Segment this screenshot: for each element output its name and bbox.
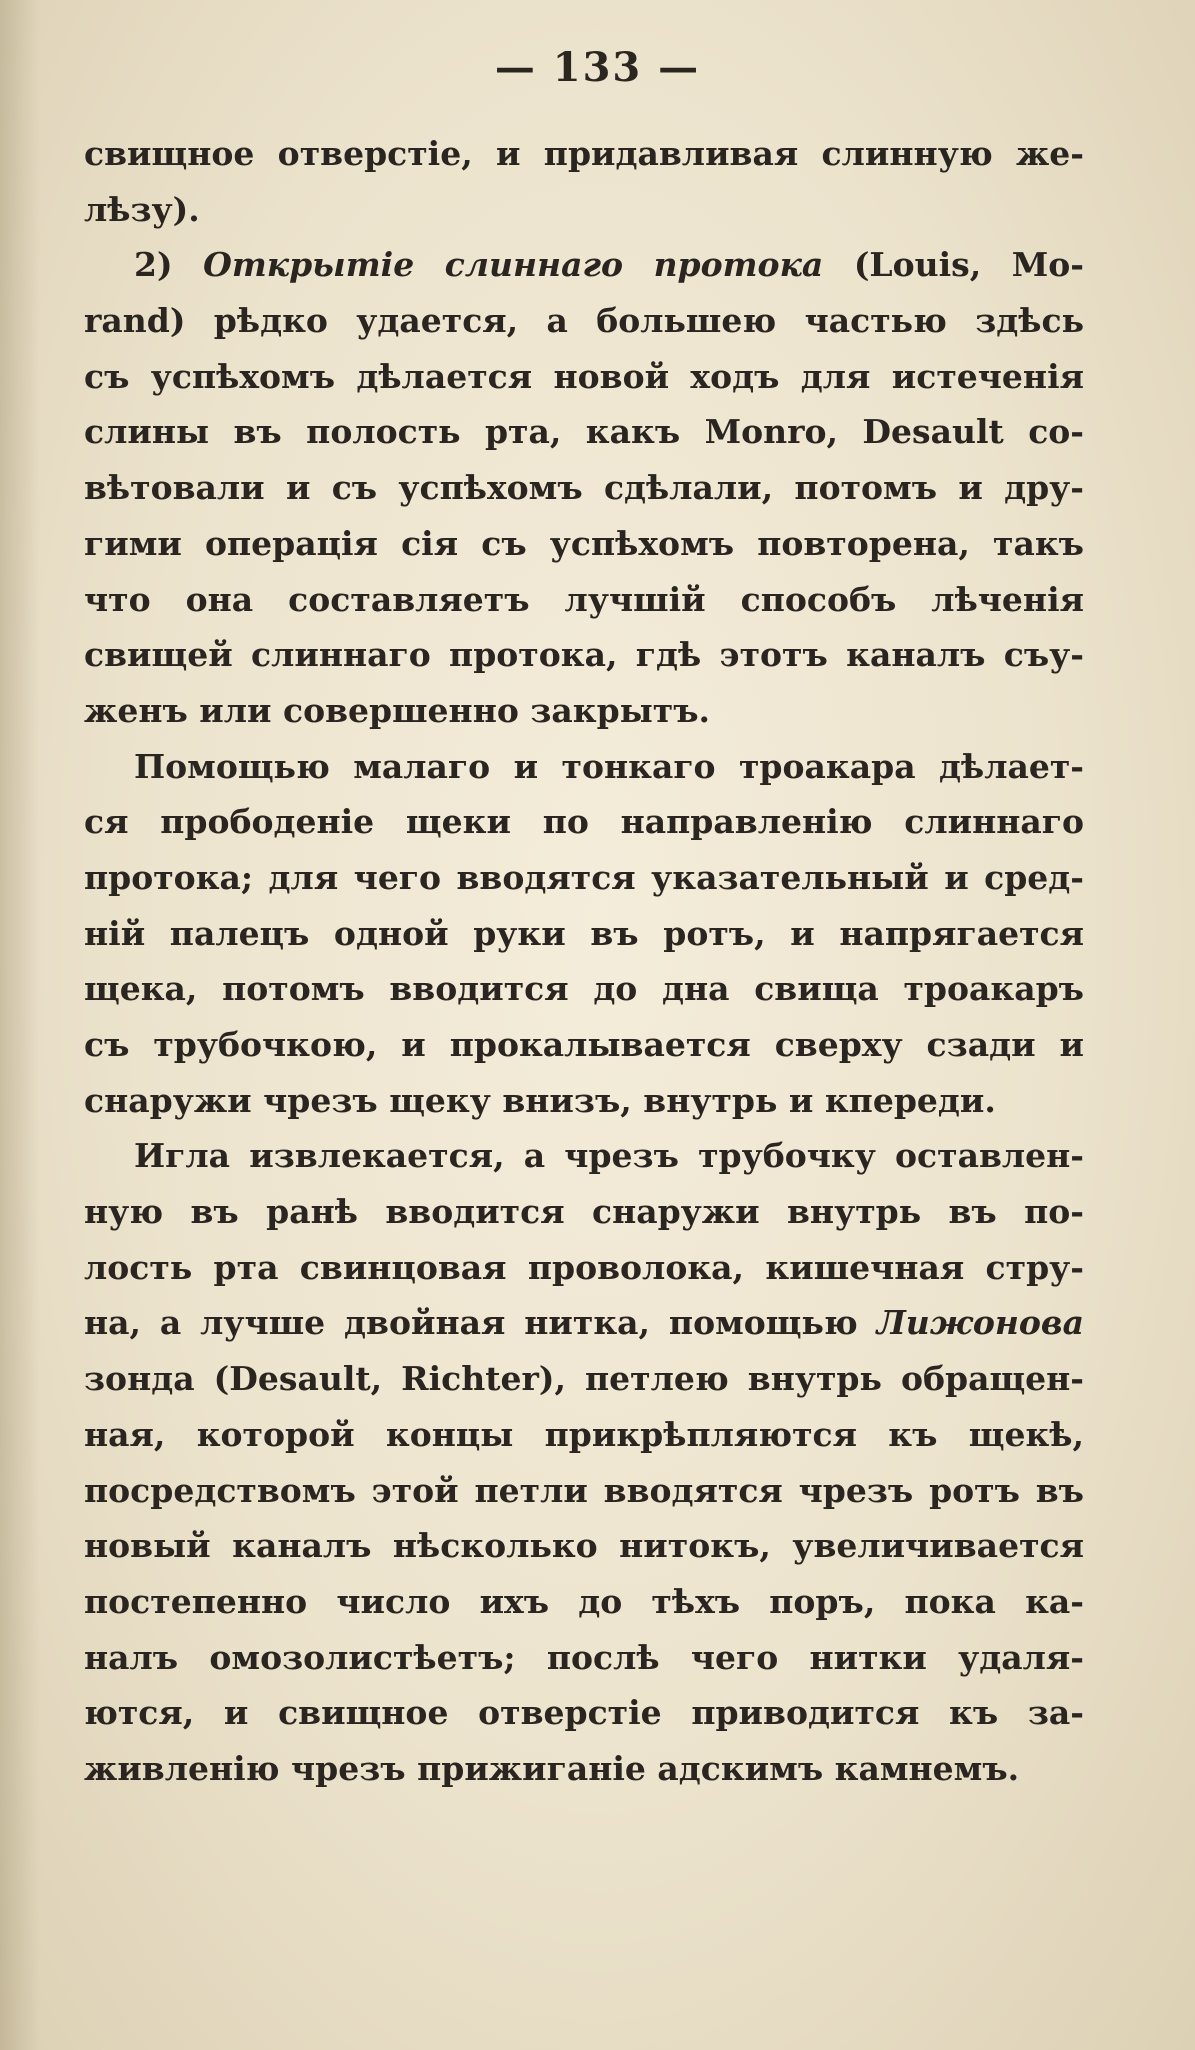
- text-line: зонда (Desault, Richter), петлею внутрь обращен-: [84, 1359, 1084, 1399]
- text-line: [84, 1295, 1084, 1351]
- text-line: постепенно число ихъ до тѣхъ поръ, пока ка-: [84, 1581, 1084, 1621]
- text-line: новый каналъ нѣсколько нитокъ, увеличивается: [84, 1526, 1084, 1566]
- text-segment: на, а лучше двойная нитка, помощью: [84, 1303, 877, 1343]
- text-line: снаружи чрезъ щеку внизъ, внутрь и кпереди.: [84, 1080, 996, 1120]
- text-line: Помощью малаго и тонкаго троакара дѣлает-: [134, 746, 1084, 786]
- text-line: свищное отверстіе, и придавливая слинную же-: [84, 134, 1084, 173]
- text-line: ную въ ранѣ вводится снаружи внутрь въ по-: [84, 1192, 1084, 1232]
- text-line: щека, потомъ вводится до дна свища троакаръ: [84, 969, 1084, 1009]
- text-line: протока; для чего вводятся указательный и сред-: [84, 857, 1084, 897]
- text-line: посредствомъ этой петли вводятся чрезъ ротъ въ: [84, 1470, 1084, 1510]
- text-segment: (Louis, Mo-: [823, 245, 1084, 285]
- text-line: ются, и свищное отверстіе приводится къ за-: [84, 1693, 1084, 1733]
- text-line: лость рта свинцовая проволока, кишечная стру-: [84, 1247, 1084, 1287]
- text-line: ная, которой концы прикрѣпляются къ щекѣ,: [84, 1414, 1084, 1454]
- text-line: съ успѣхомъ дѣлается новой ходъ для истеченія: [84, 356, 1084, 396]
- text-line: вѣтовали и съ успѣхомъ сдѣлали, потомъ и дру-: [84, 468, 1084, 508]
- text-line: съ трубочкою, и прокалывается сверху сзади и: [84, 1025, 1084, 1064]
- text-segment: 2): [134, 245, 204, 285]
- text-line: лѣзу).: [84, 189, 200, 229]
- text-line: женъ или совершенно закрытъ.: [84, 690, 711, 730]
- text-line: rand) рѣдко удается, а большею частью здѣсь: [84, 301, 1084, 341]
- text-line: налъ омозолистѣетъ; послѣ чего нитки удаля-: [84, 1637, 1084, 1677]
- text-line: гими операція сія съ успѣхомъ повторена, такъ: [84, 523, 1084, 563]
- text-line: живленію чрезъ прижиганіе адскимъ камнемъ.: [84, 1748, 1020, 1788]
- italic-term: Лижонова: [876, 1303, 1084, 1343]
- body-text: [84, 126, 1084, 1797]
- text-line: свищей слиннаго протока, гдѣ этотъ каналъ съу-: [84, 635, 1084, 675]
- page-number: — 133 —: [494, 44, 701, 91]
- text-line: ній палецъ одной руки въ ротъ, и напрягается: [84, 913, 1084, 953]
- italic-term: Открытіе слиннаго протока: [203, 245, 824, 285]
- text-line: ся прободеніе щеки по направленію слиннаго: [84, 802, 1084, 842]
- text-line: что она составляетъ лучшій способъ лѣченія: [84, 579, 1084, 619]
- text-line: слины въ полость рта, какъ Monro, Desault со-: [84, 412, 1084, 452]
- page-edge-shadow: [0, 0, 40, 2050]
- text-line: [84, 237, 1084, 293]
- text-line: Игла извлекается, а чрезъ трубочку оставлен-: [134, 1136, 1084, 1176]
